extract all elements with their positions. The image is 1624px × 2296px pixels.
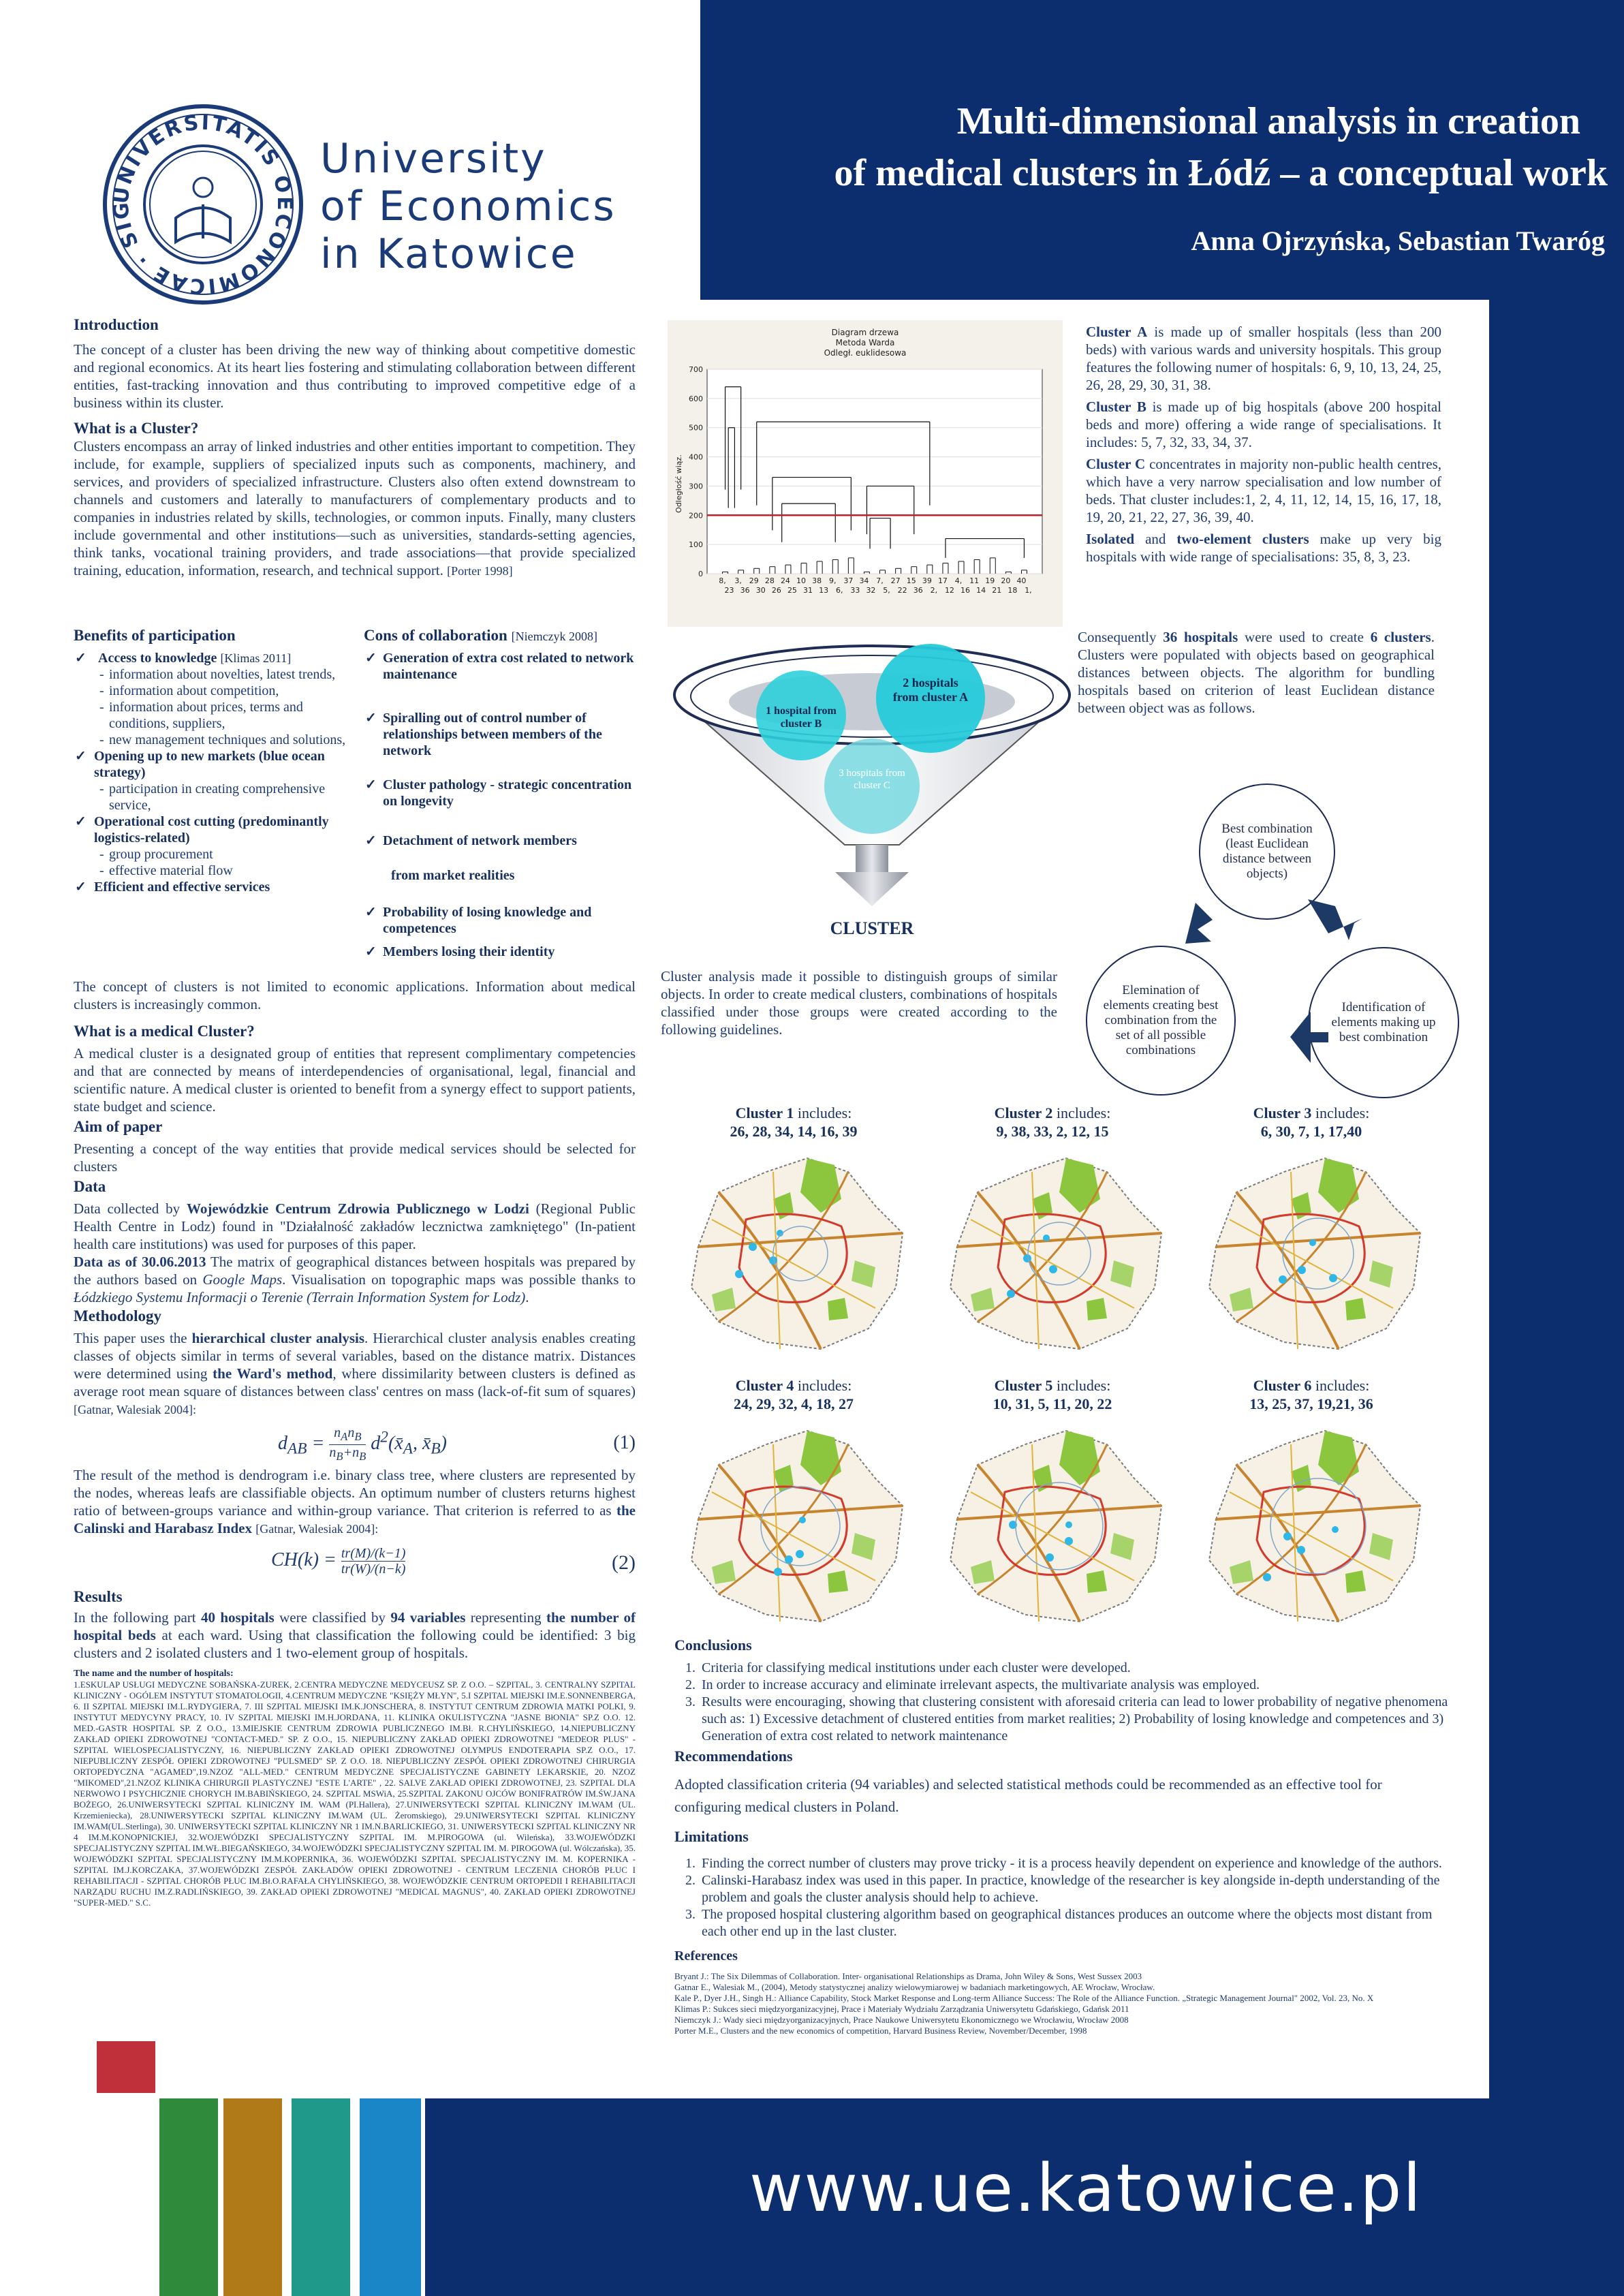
y-tick-label: 0 [698,570,703,578]
reference-item: Kale P., Dyer J.H., Singh H.: Alliance Capability, Stock Market Response and Long-term Alliance Success: The Role of the Alliance Function. „Strategic Management Journal" 2002, Vol. 23, No. X [674,1993,1374,2003]
cycle-step-best-combination: Best combination (least Euclidean distance between objects) [1199,784,1335,920]
cluster-map-title [671,1104,916,1122]
isolated-body: make up very big hospitals with wide range of specialisations: 35, 8, 3, 23. [1086,531,1441,565]
cluster-b-text [1086,398,1441,451]
equation-2 [74,1542,636,1588]
equation-2-formula: CH(k) = $\frac{tr(M)/(k-1)}{tr(W)/(n-k)}$ [271,1546,406,1577]
method-bold: the Calinski and Harabasz Index [74,1502,636,1536]
cluster-map-icon [671,1145,916,1363]
poster-title [722,95,1608,199]
results-bold: 94 variables [390,1609,466,1626]
cluster-suffix: includes: [1052,1104,1111,1121]
method-bold: the Ward's method [213,1365,333,1382]
left-column [74,316,636,580]
conclusion-item: 3. Results were encouraging, showing that clustering consistent with aforesaid criteria can lead to lower probability of negative phenomena such as: 1) Excessive detachment of clustered entities from market realities; 2) Probability of losing knowledge and competences and 3) Generation of extra cost related to network maintenance [685,1694,1448,1743]
leaf-label-bottom: 36 [913,586,923,595]
methodology-text-2 [74,1466,636,1538]
cluster-map-card [930,1104,1175,1369]
cons-heading [364,627,636,645]
cluster-map-icon [671,1417,916,1635]
conclusions-block [674,1636,1451,2036]
leaf-label-bottom: 14 [976,586,986,595]
leaf-label-bottom: 22 [897,586,907,595]
data-text-part: (Regional Public Health Centre in Lodz) found in "Działalność zakładów lecznictwa zamkniętego" (In-patient health care institutions) was used for purposes of this paper. [74,1200,636,1252]
leaf-label-top: 20 [1001,576,1011,585]
right-navy-margin [1489,0,1624,2098]
reference-item: Porter M.E., Clusters and the new economics of competition, Harvard Business Review, November/December, 1998 [674,2026,1087,2036]
poster-authors: Anna Ojrzyńska, Sebastian Twaróg [1191,226,1605,256]
benefit-label: Access to knowledge [98,651,217,666]
cluster-name: Cluster 5 [994,1377,1053,1394]
arrow-right-down-icon [1308,899,1362,940]
cluster-members: 26, 28, 34, 14, 16, 39 [730,1123,858,1140]
benefit-subitem: - group procurement [74,846,360,863]
google-maps: Google Maps [202,1271,283,1288]
cluster-c-body: concentrates in majority non-public health centres, which have a very narrow specialisation and low number of beds. That cluster includes:1, 2, 4, 11, 12, 14, 15, 16, 17, 18, 19, 20, 21, 22, 27, 36, 39, 40. [1086,456,1441,525]
limitation-text: Calinski-Harabasz index was used in this paper. In practice, knowledge of the researcher is key alongside in-depth understanding of the problem and goals the cluster analysis should help to achieve. [702,1873,1440,1905]
concept-text: The concept of clusters is not limited to economic applications. Information about medical clusters is increasingly common. [74,978,636,1012]
results-text-part: were classified by [274,1609,391,1626]
cons-column [364,627,636,960]
bar-green [159,2098,218,2296]
funnel-label: CLUSTER [830,918,914,938]
chart-subtitle-2: Odległ. euklidesowa [824,348,907,358]
benefit-subitem: - information about novelties, latest trends, [74,666,360,683]
limitations-heading: Limitations [674,1828,749,1845]
results-text [74,1609,636,1662]
limitation-text: Finding the correct number of clusters may prove tricky - it is a process heavily dependent on experience and knowledge of the authors. [702,1856,1442,1871]
data-text-part: . [525,1289,529,1305]
limitation-item: 1. Finding the correct number of clusters may prove tricky - it is a process heavily dependent on experience and knowledge of the authors. [685,1856,1442,1871]
analysis-text-block [661,967,1057,1038]
title-line-1: Multi-dimensional analysis in creation [956,100,1580,142]
isolated-heading: Isolated [1086,531,1135,547]
cluster-a-body: is made up of smaller hospitals (less than 200 beds) with various wards and university hospitals. This group features the following numer of hospitals: 6, 9, 10, 13, 24, 25, 26, 28, 29, 30, 31, 38. [1086,324,1441,393]
funnel-diagram [668,634,1076,947]
cluster-name: Cluster 1 [735,1104,794,1121]
cluster-members: 10, 31, 5, 11, 20, 22 [993,1395,1112,1412]
dendrogram-panel [668,320,1063,627]
cluster-members: 6, 30, 7, 1, 17,40 [1260,1123,1362,1140]
conclusions-heading: Conclusions [674,1636,752,1654]
title-line-2: of medical clusters in Łódź – a conceptual work [834,152,1608,194]
chart-title: Diagram drzewa [831,328,899,337]
bar-red [97,2041,155,2093]
cluster-b-heading: Cluster B [1086,399,1146,415]
leaf-label-bottom: 33 [850,586,860,595]
aim-heading: Aim of paper [74,1118,163,1135]
cluster-b-body: is made up of big hospitals (above 200 hospital beds and more) offering a wide range of specialisations. It includes: 5, 7, 32, 33, 34, 37. [1086,399,1441,450]
cluster-descriptions [1086,323,1441,565]
cluster-map-card [1189,1376,1434,1642]
benefit-item: ✓ Operational cost cutting (predominantly logistics-related) [74,813,360,846]
leaf-label-top: 29 [749,576,759,585]
cluster-map-card [930,1376,1175,1642]
terrain-system: Łódzkiego Systemu Informacji o Terenie (Terrain Information System for Lodz) [74,1289,526,1305]
conclusion-text: Results were encouraging, showing that clustering consistent with aforesaid criteria can lead to lower probability of negative phenomena such as: 1) Excessive detachment of clustered entities from market realities; 2) Probability of losing knowledge and competences and 3) Generation of extra cost related to network maintenance [702,1694,1448,1743]
porter-citation: [Porter 1998] [447,564,513,578]
cluster-suffix: includes: [1311,1104,1370,1121]
y-tick-label: 200 [689,511,703,521]
cluster-suffix: includes: [794,1104,852,1121]
leaf-label-bottom: 2, [930,586,938,595]
methodology-heading: Methodology [74,1307,162,1324]
leaf-label-top: 10 [796,576,807,585]
results-heading: Results [74,1588,123,1605]
cluster-name: Cluster 4 [735,1377,794,1394]
leaf-label-top: 19 [985,576,995,585]
equation-1 [74,1423,636,1466]
conclusion-item: 1. Criteria for classifying medical institutions under each cluster were developed. [685,1660,1131,1675]
conseq-part: . Clusters were populated with objects based on geographical distances between objects. The algorithm for bundling hospitals based on criterion of least Euclidean distance between object was as follows. [1078,629,1435,716]
leaf-label-top: 37 [843,576,854,585]
conclusion-text: Criteria for classifying medical institutions under each cluster were developed. [702,1660,1131,1675]
leaf-label-bottom: 25 [787,586,797,595]
bar-cyan [360,2098,421,2296]
benefit-item [74,650,360,666]
klimas-citation: [Klimas 2011] [220,651,292,665]
cluster-map-title [930,1376,1175,1395]
leaf-label-top: 9, [829,576,837,585]
equation-2-number: (2) [612,1551,636,1574]
cons-item-continued: from market realities [391,868,515,883]
cluster-members: 24, 29, 32, 4, 18, 27 [734,1395,854,1412]
leaf-label-bottom: 6, [836,586,843,595]
cons-item: ✓ Detachment of network members [364,833,636,849]
cons-item: ✓ Members losing their identity [364,944,636,960]
leaf-label-bottom: 23 [724,586,734,595]
cluster-suffix: includes: [1052,1377,1111,1394]
consequently-text [1078,628,1435,717]
medical-cluster-heading: What is a medical Cluster? [74,1023,255,1040]
results-text-part: at each ward. Using that classification the following could be identified: 3 big clusters and 2 isolated clusters and 1 two-element group of hospitals. [74,1627,636,1661]
leaf-label-top: 11 [969,576,980,585]
leaf-label-top: 28 [764,576,775,585]
data-date: Data as of 30.06.2013 [74,1254,206,1270]
chart-ylabel: Odległość wiąz. [674,454,683,513]
reference-item: Niemczyk J.: Wady sieci międzyorganizacyjnych, Prace Naukowe Uniwersytetu Ekonomicznego we Wrocławiu, Wrocław 2008 [674,2015,1129,2025]
cluster-map-icon [930,1145,1175,1363]
y-tick-label: 400 [689,452,703,462]
conclusion-item: 2. In order to increase accuracy and eliminate irrelevant aspects, the multivariate analysis was employed. [685,1677,1260,1692]
leaf-label-bottom: 31 [803,586,813,595]
data-text-part: Data collected by [74,1200,187,1217]
leaf-label-bottom: 30 [755,586,766,595]
leaf-label-bottom: 5, [883,586,890,595]
reference-item: Gatnar E., Walesiak M., (2004), Metody statystycznej analizy wielowymiarowej w badaniach marketingowych, AE Wrocław, Wrocław. [674,1982,1155,1992]
y-tick-label: 500 [689,423,703,433]
medical-cluster-text: A medical cluster is a designated group of entities that represent complimentary competencies and that are connected by means of interdependencies of organisational, legal, financial and scientific nature. A medical cluster is oriented to benefit from a synergy effect to support patients, state budget and science. [74,1045,636,1115]
niemczyk-citation: [Niemczyk 2008] [511,630,598,643]
reference-item: Bryant J.: The Six Dilemmas of Collaboration. Inter- organisational Relationships as Drama, John Wiley & Sons, West Sussex 2003 [674,1971,1142,1981]
cluster-map-card [1189,1104,1434,1369]
results-text-part: In the following part [74,1609,201,1626]
bar-teal [292,2098,350,2296]
equation-1-number: (1) [613,1432,636,1453]
isolated-text [1086,530,1441,565]
method-text-part: . Hierarchical cluster analysis enables creating classes of objects similar in terms of several variables, based on the distance matrix. Distances were determined using [74,1330,636,1382]
conseq-part: Consequently [1078,629,1164,645]
left-column-lower [74,978,636,1908]
gatnar-citation: [Gatnar, Walesiak 2004]: [74,1403,196,1416]
cluster-map-title [671,1376,916,1395]
cluster-map-title [1189,1376,1434,1395]
cluster-name: Cluster 2 [994,1104,1053,1121]
reference-item: Klimas P.: Sukces sieci międzyorganizacyjnej, Prace i Materiały Wydziału Zarządzania Uniwersytetu Gdańskiego, Gdańsk 2011 [674,2004,1129,2014]
benefit-subitem: - new management techniques and solutions, [74,732,360,748]
leaf-label-top: 17 [937,576,948,585]
benefit-subitem: - information about competition, [74,683,360,699]
cluster-suffix: includes: [1311,1377,1370,1394]
introduction-text: The concept of a cluster has been driving the new way of thinking about competitive domestic and regional economics. At its heart lies fostering and stimulating collaboration between different entities, fast-tracking innovation and thus contributing to improved competitive edge of a business within its cluster. [74,341,636,411]
university-name [320,135,674,278]
plot-area [707,369,1042,574]
cluster-map-title [1189,1104,1434,1122]
equation-1-formula: $d_{AB}$ = $n_An_B$ $n_B+n_B$ $d^2(x̄_A$, $x̄_B$) [278,1425,447,1463]
arrow-up-right-icon [1185,903,1213,944]
cons-heading-text: Cons of collaboration [364,627,507,644]
cluster-map-icon [930,1417,1175,1635]
university-line-1: University [320,135,547,183]
chart-subtitle-1: Metoda Warda [835,338,895,347]
limitation-text: The proposed hospital clustering algorithm based on geographical distances produces an outcome where the objects most distant from each other end up in the last cluster. [702,1907,1433,1939]
cluster-a-heading: Cluster A [1086,324,1148,340]
introduction-heading: Introduction [74,316,159,333]
limitation-item: 2. Calinski-Harabasz index was used in this paper. In practice, knowledge of the researcher is key alongside in-depth understanding of the problem and goals the cluster analysis should help to achieve. [685,1873,1440,1905]
references-list [674,1971,1451,2036]
conclusion-text: In order to increase accuracy and eliminate irrelevant aspects, the multivariate analysis was employed. [702,1677,1260,1692]
method-bold: hierarchical cluster analysis [191,1330,365,1346]
what-is-cluster-heading: What is a Cluster? [74,420,199,437]
isolated-and: and [1134,531,1177,547]
footer-url[interactable]: www.ue.katowice.pl [749,2150,1422,2227]
leaf-label-top: 34 [859,576,869,585]
leaf-label-bottom: 26 [771,586,781,595]
funnel-item-cluster-b: 1 hospital from cluster B [766,705,837,730]
method-text-part: , where dissimilarity between clusters is defined as average root mean square of distances between class' centres on mass (lack-of-fit sum of squares) [74,1365,636,1399]
cluster-a-text [1086,323,1441,394]
cluster-members: 9, 38, 33, 2, 12, 15 [996,1123,1109,1140]
cluster-suffix: includes: [794,1377,852,1394]
cluster-map-card [671,1104,916,1369]
leaf-label-bottom: 18 [1008,586,1018,595]
recommendations-heading: Recommendations [674,1748,793,1765]
leaf-label-top: 27 [890,576,901,585]
limitation-item: 3. The proposed hospital clustering algorithm based on geographical distances produces an outcome where the objects most distant from each other end up in the last cluster. [685,1907,1433,1939]
university-line-3: in Katowice [320,230,578,278]
leaf-label-bottom: 13 [819,586,829,595]
leaf-label-top: 39 [922,576,932,585]
method-text-part: This paper uses the [74,1330,192,1346]
cluster-map-card [671,1376,916,1642]
what-is-cluster-text [74,437,636,580]
seal-icon [101,102,305,307]
method-text-part: The result of the method is dendrogram i.e. binary class tree, where clusters are represented by the nodes, whereas leafs are classifiable objects. An optimum number of clusters returns highest ratio of between-groups variance and within-group variance. That criterion is referred to as [74,1467,636,1519]
conseq-bold: 6 clusters [1370,629,1431,645]
what-is-cluster-body: Clusters encompass an array of linked industries and other entities important to competition. They include, for example, suppliers of specialized inputs such as components, machinery, and services, and providers of specialized infrastructure. Clusters also often extend downstream to channels and customers and laterally to manufacturers of complementary products and to companies in industries related by skills, technologies, or common inputs. Finally, many clusters include governmental and other institutions—such as universities, standards-setting agencies, think tanks, vocational training providers, and trade associations—that provide specialized training, education, information, research, and technical support. [74,438,636,578]
y-tick-label: 300 [689,482,703,491]
leaf-label-bottom: 36 [740,586,750,595]
funnel-item-cluster-a: 2 hospitals from cluster A [892,676,969,704]
results-bold: the number of hospital beds [74,1609,636,1643]
university-line-2: of Economics [320,183,616,230]
benefit-item: ✓ Efficient and effective services [74,879,360,895]
data-text-part: The matrix of geographical distances between hospitals was prepared by the authors based on [74,1254,636,1288]
leaf-label-bottom: 16 [961,586,971,595]
hospital-names-list: 1.ESKULAP USŁUGI MEDYCZNE SOBAŃSKA-ZUREK, 2.CENTRA MEDYCZNE MEDYCEUSZ SP. Z O.O. – SZPITAL, 3. CENTRALNY SZPITAL KLINICZNY - OGÓLEM INSTYTUT STOMATOLOGII, 4.CENTRUM MEDYCZNE "KSIĘŻY MŁYN", 5.I SZPITAL MIEJSKI IM.E.SONNENBERGA, 6. II SZPITAL MIEJSKI IM.L.RYDYGIERA, 7. III SZPITAL MIEJSKI IM.K.JONSCHERA, 8. INSTYTUT CENTRUM ZDROWIA MATKI POLKI, 9. INSTYTUT MEDYCYNY PRACY, 10. IV SZPITAL MIEJSKI IM.H.JORDANA, 11. KLINIKA OKULISTYCZNA "JASNE BłONIA" SP.Z O.O. 12. MED.-GASTR HOSPITAL SP. Z O.O., 13.MIEJSKIE CENTRUM ZDROWIA PUBLICZNEGO IM.Bł. R.CHYLIŃSKIEGO, 14.NIEPUBLICZNY ZAKŁAD OPIEKI ZDROWOTNEJ "CONTACT-MED." SP. Z O.O., 15. NIEPUBLICZNY ZAKŁAD OPIEKI ZDROWOTNEJ "MEDEOR PLUS" - SZPITAL WIELOSPECJALISTYCZNY, 16. NIEPUBLICZNY ZAKŁAD OPIEKI ZDROWOTNEJ OLYMPUS ENDOTERAPIA SP.Z O.O., 17. NIEPUBLICZNY ZESPÓŁ OPIEKI ZDROWOTNEJ "PULSMED" SP. Z O.O. 18. NIEPUBLICZNY ZESPÓŁ OPIEKI ZDROWOTNEJ CHIRURGIA ORTOPEDYCZNA "AGAMED",19.NZOZ "ALL-MED." CENTRUM MEDYCZNE SPECJALISTYCZNE GABINETY LEKARSKIE, 20. NZOZ "MIKOMED",21.NZOZ KLINIKA CHIRURGII PLASTYCZNEJ "ESTE L'ARTE" , 22. SALVE ZAKŁAD OPIEKI ZDROWOTNEJ, 23. SZPITAL DLA NERWOWO I PSYCHICZNIE CHORYCH IM.BABIŃSKIEGO, 24. SZPITAL MSWiA, 25.SZPITAL ZAKONU OJCÓW BONIFRATRÓW IM.ŚW.JANA BOŻEGO, 26.UNIWERSYTECKI SZPITAL KLINICZNY IM. WAM (PI.Hallera), 27.UNIWERSYTECKI SZPITAL KLINICZNY IM.WAM (UL. Krzemieniecka), 28.UNIWERSYTECKI SZPITAL KLINICZNY IM.WAM (UL. Żeromskiego), 29.UNIWERSYTECKI SZPITAL KLINICZNY IM.WAM(UL.Sterlinga), 30. UNIWERSYTECKI SZPITAL KLINICZNY NR 1 IM.N.BARLICKIEGO, 31. UNIWERSYTECKI SZPITAL KLINICZNY NR 4 IM.M.KONOPNICKIEJ, 32.WOJEWÓDZKI SPECJALISTYCZNY SZPITAL IM. M.PIROGOWA (ul. Wileńska), 33.WOJEWÓDZKI SPECJALISTYCZNY SZPITAL IM.WŁ.BIEGAŃSKIEGO, 34.WOJEWÓDZKI SPECJALISTYCZNY SZPITAL IM. M. PIROGOWA (ul. Wólczańska), 35. WOJEWÓDZKI SZPITAL SPECJALISTYCZNY IM.M.KOPERNIKA, 36. WOJEWÓDZKI SZPITAL SPECJALISTYCZNY IM. M. KOPERNIKA -SZPITAL IM.J.KORCZAKA, 37.WOJEWÓDZKI ZESPÓŁ ZAKŁADÓW OPIEKI ZDROWOTNEJ - CENTRUM LECZENIA CHORÓB PŁUC I REHABILITACJI - SZPITAL CHORÓB PŁUC IM.Bł.O.RAFAŁA CHYLIŃSKIEGO, 38. WOJEWÓDZKIE CENTRUM ORTOPEDII I REHABILITACJI NARZĄDU RUCHU IM.Z.RADLIŃSKIEGO, 39. ZAKŁAD OPIEKI ZDROWOTNEJ "MEDICAL MAGNUS", 40. ZAKŁAD OPIEKI ZDROWOTNEJ "SUPER-MED." S.C. [74,1679,636,1908]
cluster-map-icon [1189,1417,1434,1635]
benefit-subitem: - effective material flow [74,863,360,879]
funnel-item-cluster-c: 3 hospitals from cluster C [839,768,905,791]
benefit-subitem: - information about prices, terms and conditions, suppliers, [74,699,360,732]
bar-orange [223,2098,282,2296]
cons-item: ✓ Probability of losing knowledge and competences [364,904,636,937]
cycle-step-elimination: Elemination of elements creating best combination from the set of all possible combinations [1086,946,1236,1096]
y-tick-label: 700 [689,365,703,374]
leaf-label-top: 3, [734,576,742,585]
leaf-label-top: 24 [780,576,790,585]
conseq-bold: 36 hospitals [1163,629,1238,645]
y-tick-label: 100 [689,540,703,550]
seal-text: UNIVERSITATIS OECONOMICAE · SIG [109,110,297,298]
university-seal [101,102,305,307]
cluster-c-text [1086,455,1441,526]
leaf-label-top: 15 [906,576,916,585]
benefit-item: ✓ Opening up to new markets (blue ocean strategy) [74,748,360,781]
cluster-members: 13, 25, 37, 19,21, 36 [1249,1395,1373,1412]
cons-item: ✓ Cluster pathology - strategic concentration on longevity [364,777,636,809]
cluster-map-icon [1189,1145,1434,1363]
leaf-label-bottom: 1, [1025,586,1032,595]
cons-item: ✓ Generation of extra cost related to network maintenance [364,650,636,683]
data-heading: Data [74,1178,106,1195]
arrow-left-icon [1290,1012,1328,1063]
results-text-part: representing [465,1609,546,1626]
cluster-map-title [930,1104,1175,1122]
benefits-heading: Benefits of participation [74,627,236,644]
aim-text: Presenting a concept of the way entities that provide medical services should be selected for clusters [74,1141,636,1175]
cluster-c-heading: Cluster C [1086,456,1146,472]
recommendations-text: Adopted classification criteria (94 variables) and selected statistical methods could be recommended as an effective tool for configuring medical clusters in Poland. [674,1776,1382,1815]
leaf-label-bottom: 12 [944,586,954,595]
results-bold: 40 hospitals [200,1609,275,1626]
benefit-subitem: - participation in creating comprehensive service, [74,781,360,813]
cycle-arrows [1076,784,1471,1097]
data-text-part: . Visualisation on topographic maps was possible thanks to [282,1271,636,1288]
two-element-heading: two-element clusters [1176,531,1309,547]
leaf-label-top: 38 [812,576,822,585]
leaf-label-top: 8, [719,576,726,585]
analysis-text: Cluster analysis made it possible to distinguish groups of similar objects. In order to create medical clusters, combinations of hospitals classified under those groups were created according to the following guidelines. [661,968,1057,1038]
gatnar-citation: [Gatnar, Walesiak 2004]: [255,1522,379,1536]
consequently-block [1078,628,1435,717]
leaf-label-top: 7, [876,576,884,585]
data-source-name: Wojewódzkie Centrum Zdrowia Publicznego w Lodzi [187,1200,529,1217]
references-heading: References [674,1949,738,1964]
hospital-names-heading: The name and the number of hospitals: [74,1669,234,1679]
cluster-name: Cluster 6 [1253,1377,1312,1394]
cons-item: ✓ Spiralling out of control number of relationships between members of the network [364,710,636,759]
cycle-step-identification: Identification of elements making up best combination [1308,947,1459,1098]
leaf-label-top: 40 [1016,576,1027,585]
cluster-name: Cluster 3 [1253,1104,1312,1121]
conseq-part: were used to create [1238,629,1371,645]
data-text-2 [74,1253,636,1306]
y-tick-label: 600 [689,394,703,403]
data-text-1 [74,1200,636,1253]
leaf-label-bottom: 21 [992,586,1002,595]
dendrogram-chart [668,320,1063,627]
algorithm-cycle [1076,784,1471,1097]
methodology-text-1 [74,1329,636,1418]
benefits-column [74,627,360,895]
leaf-label-top: 4, [954,576,963,585]
leaf-label-bottom: 32 [866,586,876,595]
